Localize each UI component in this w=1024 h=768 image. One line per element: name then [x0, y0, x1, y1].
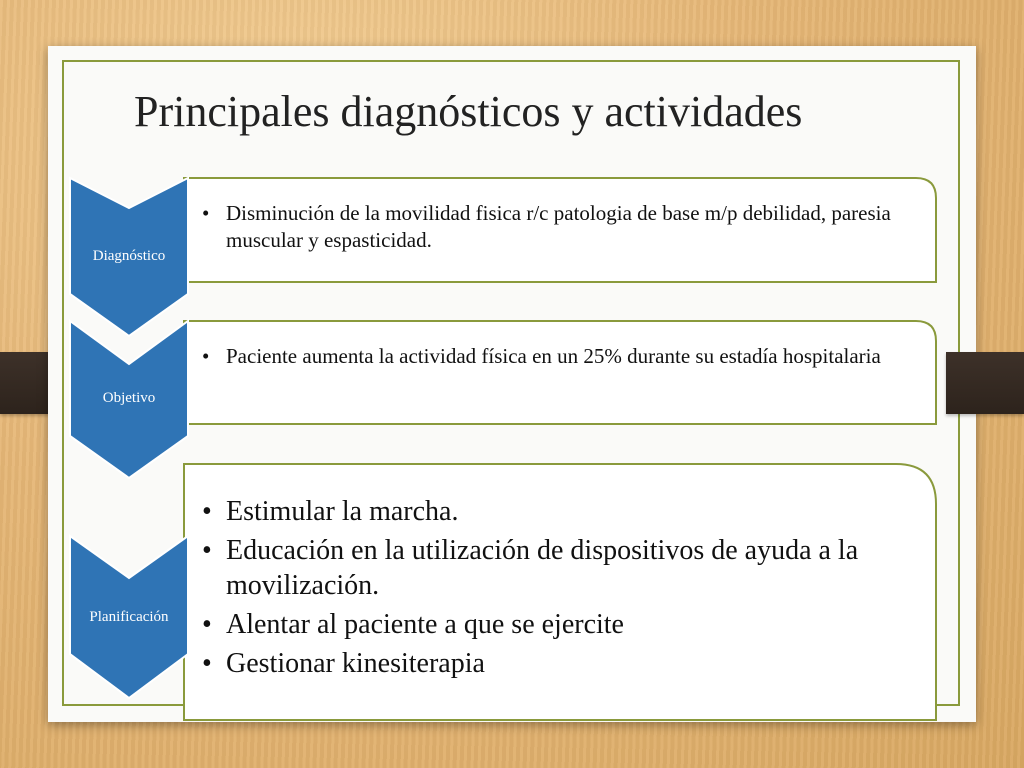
row-2-bullets — [200, 343, 924, 370]
row-2-content — [184, 343, 936, 370]
chevron-label-planificacion: Planificación — [89, 609, 169, 625]
bullet-item: • Alentar al paciente a que se ejercite — [200, 607, 924, 642]
tape-right — [946, 352, 1024, 414]
row-1-bullets — [200, 200, 924, 254]
bullet-item: • Gestionar kinesiterapia — [200, 646, 924, 681]
row-3-content — [184, 494, 936, 685]
slide-title: Principales diagnósticos y actividades — [134, 87, 803, 136]
bullet-item: • Paciente aumenta la actividad física en un 25% durante su estadía hospitalaria — [200, 343, 924, 370]
row-2-box — [184, 321, 936, 424]
bullet-item: • Estimular la marcha. — [200, 494, 924, 529]
chevron-label-objetivo: Objetivo — [102, 390, 156, 406]
row-1-content — [184, 200, 936, 254]
row-3-bullets — [200, 494, 924, 681]
slide — [48, 46, 976, 722]
chevron-label-diagnostico: Diagnóstico — [92, 248, 166, 264]
bullet-item: • Disminución de la movilidad fisica r/c patologia de base m/p debilidad, paresia muscular y espasticidad. — [200, 200, 924, 254]
bullet-item: • Educación en la utilización de dispositivos de ayuda a la movilización. — [200, 533, 924, 603]
